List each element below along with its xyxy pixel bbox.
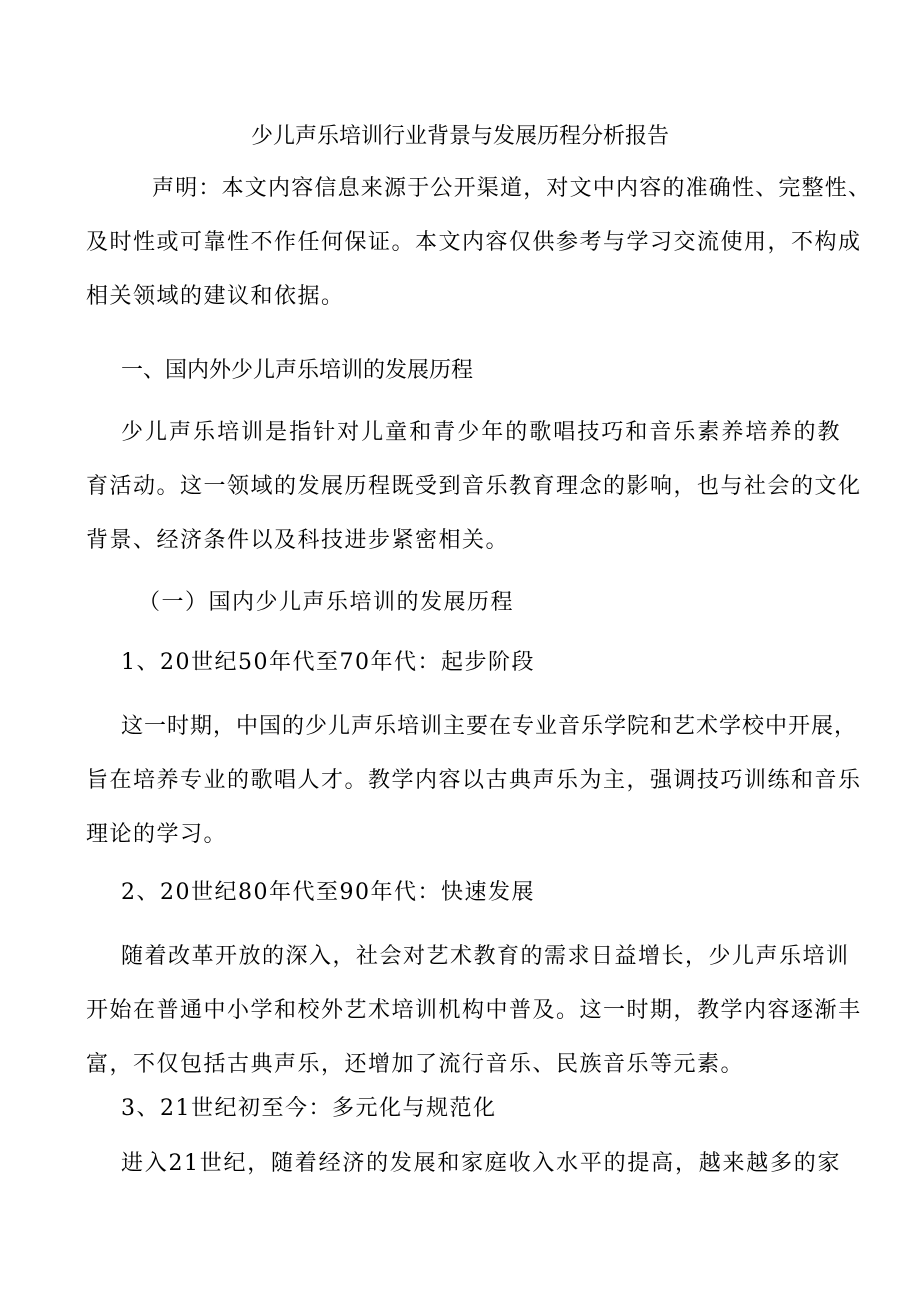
paragraph-line: 少儿声乐培训是指针对儿童和青少年的歌唱技巧和音乐素养培养的教 xyxy=(121,420,841,445)
paragraph-line: 育活动。这一领域的发展历程既受到音乐教育理念的影响，也与社会的文化 xyxy=(86,474,862,499)
paragraph-line: 旨在培养专业的歌唱人才。教学内容以古典声乐为主，强调技巧训练和音乐 xyxy=(86,768,862,793)
stage-heading-2: 2、20世纪80年代至90年代：快速发展 xyxy=(121,880,535,905)
section-heading: 一、国内外少儿声乐培训的发展历程 xyxy=(121,358,474,383)
paragraph-line: 富，不仅包括古典声乐，还增加了流行音乐、民族音乐等元素。 xyxy=(86,1052,745,1077)
subsection-heading: （一）国内少儿声乐培训的发展历程 xyxy=(138,590,515,615)
paragraph-line: 开始在普通中小学和校外艺术培训机构中普及。这一时期，教学内容逐渐丰 xyxy=(86,998,862,1023)
document-title: 少儿声乐培训行业背景与发展历程分析报告 xyxy=(250,124,669,149)
stage-heading-1: 1、20世纪50年代至70年代：起步阶段 xyxy=(121,650,535,675)
paragraph-line: 进入21世纪，随着经济的发展和家庭收入水平的提高，越来越多的家 xyxy=(121,1151,841,1176)
paragraph-line: 这一时期，中国的少儿声乐培训主要在专业音乐学院和艺术学校中开展， xyxy=(121,714,858,739)
stage-heading-3: 3、21世纪初至今：多元化与规范化 xyxy=(121,1096,497,1121)
disclaimer-line-2: 及时性或可靠性不作任何保证。本文内容仅供参考与学习交流使用，不构成 xyxy=(86,230,862,255)
disclaimer-line-1: 声明：本文内容信息来源于公开渠道，对文中内容的准确性、完整性、 xyxy=(152,176,872,201)
disclaimer-line-3: 相关领域的建议和依据。 xyxy=(86,284,345,309)
paragraph-line: 随着改革开放的深入，社会对艺术教育的需求日益增长，少儿声乐培训 xyxy=(121,944,850,969)
paragraph-line: 背景、经济条件以及科技进步紧密相关。 xyxy=(86,528,510,553)
paragraph-line: 理论的学习。 xyxy=(86,822,228,847)
